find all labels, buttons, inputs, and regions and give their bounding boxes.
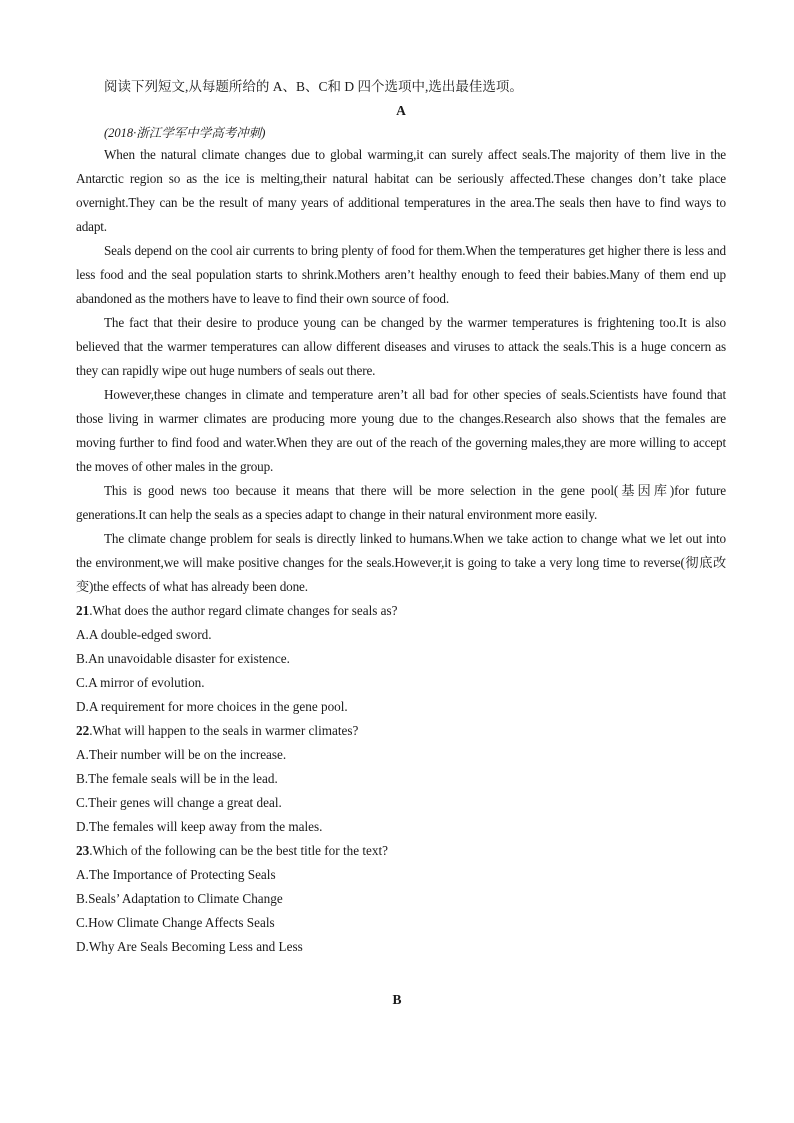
paragraph: This is good news too because it means that there will be more selection in the gene pool(基因库)for future generations.It can help the seals as a species adapt to change in their natural environment more easily. [76,483,726,522]
section-a-heading: A [396,103,406,118]
paragraph: When the natural climate changes due to global warming,it can surely affect seals.The majority of them live in the Antarctic region so as the ice is melting,their natural habitat can be seriously affected.These changes don’t take place overnight.They can be the result of many years of additional temperatures in the area.The seals then have to find ways to adapt. [76,147,726,234]
question-stem [76,839,726,863]
paragraph: The climate change problem for seals is directly linked to humans.When we take action to change what we let out into the environment,we will make positive changes for the seals.However,it is going to take a very long time to reverse(彻底改变)the effects of what has already been done. [76,531,726,594]
passage-a [76,143,726,599]
option-c: C.A mirror of evolution. [76,675,205,690]
option-b: B.Seals’ Adaptation to Climate Change [76,891,283,906]
question-21 [76,599,726,719]
option-c: C.How Climate Change Affects Seals [76,915,275,930]
option-c: C.Their genes will change a great deal. [76,795,282,810]
question-22 [76,719,726,839]
option-d: D.The females will keep away from the males. [76,819,323,834]
question-text: .Which of the following can be the best title for the text? [89,843,389,858]
page-content [76,77,726,959]
paragraph: However,these changes in climate and temperature aren’t all bad for other species of seals.Scientists have found that those living in warmer climates are producing more young due to the changes.Research also shows that the females are moving further to find food and water.When they are out of the reach of the governing males,they are more willing to accept the moves of other males in the group. [76,387,726,474]
question-number: 22 [76,723,90,738]
question-23 [76,839,726,959]
section-b-heading: B [392,992,402,1007]
question-stem [76,599,726,623]
option-a: A.Their number will be on the increase. [76,747,287,762]
source-note: (2018·浙江学军中学高考冲刺) [104,126,266,140]
option-b: B.An unavoidable disaster for existence. [76,651,290,666]
option-d: D.A requirement for more choices in the gene pool. [76,699,348,714]
question-text: .What will happen to the seals in warmer climates? [89,723,359,738]
paragraph: The fact that their desire to produce young can be changed by the warmer temperatures is frightening too.It is also believed that the warmer temperatures can allow different diseases and viruses to attack the seals.This is a huge concern as they can rapidly wipe out huge numbers of seals out there. [76,315,726,378]
questions-list [76,599,726,959]
question-number: 23 [76,843,90,858]
option-d: D.Why Are Seals Becoming Less and Less [76,939,303,954]
question-number: 21 [76,603,90,618]
question-text: .What does the author regard climate changes for seals as? [89,603,398,618]
option-a: A.The Importance of Protecting Seals [76,867,276,882]
option-a: A.A double-edged sword. [76,627,212,642]
instruction-text: 阅读下列短文,从每题所给的 A、B、C和 D 四个选项中,选出最佳选项。 [104,79,523,94]
question-stem [76,719,726,743]
paragraph: Seals depend on the cool air currents to bring plenty of food for them.When the temperatures get higher there is less and less food and the seal population starts to shrink.Mothers aren’t healthy enough to feed their babies.Many of them end up abandoned as the mothers have to leave to find their own source of food. [76,243,726,306]
option-b: B.The female seals will be in the lead. [76,771,278,786]
